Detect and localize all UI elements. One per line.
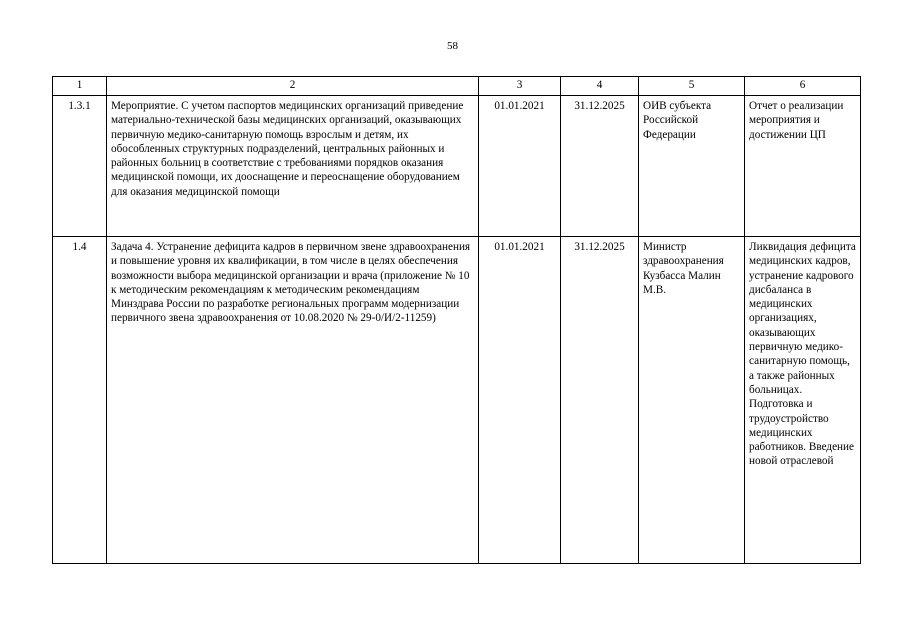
row-description: Мероприятие. С учетом паспортов медицинских организаций приведение материально-технической базы медицинских организаций, оказывающих первичную медико-санитарную помощь взрослым и детям, их обособленных структурных подразделений, центральных районных и районных больниц в соответствие с требованиями порядков оказания медицинской помощи, их дооснащение и переоснащение оборудованием для оказания медицинской помощи [107, 96, 479, 237]
page-number: 58 [447, 40, 458, 52]
row-description: Задача 4. Устранение дефицита кадров в первичном звене здравоохранения и повышение уровня их квалификации, в том числе в целях обеспечения возможности выбора медицинской организации и врача (приложение № 10 к методическим рекомендациям к методическим рекомендациям Минздрава России по разработке региональных программ модернизации первичного звена здравоохранения от 10.08.2020 № 29-0/И/2-11259) [107, 237, 479, 564]
header-col-6: 6 [745, 77, 861, 96]
row-number: 1.4 [53, 237, 107, 564]
row-start-date: 01.01.2021 [479, 96, 561, 237]
table-header-row [53, 77, 861, 96]
row-number: 1.3.1 [53, 96, 107, 237]
activities-table [52, 76, 861, 564]
row-result: Отчет о реализации мероприятия и достижении ЦП [745, 96, 861, 237]
header-col-3: 3 [479, 77, 561, 96]
table-row [53, 96, 861, 237]
table-row [53, 237, 861, 564]
row-result: Ликвидация дефицита медицинских кадров, устранение кадрового дисбаланса в медицинских организациях, оказывающих первичную медико-санитарную помощь, а также районных больницах. Подготовка и трудоустройство медицинских работников. Введение новой отраслевой [745, 237, 861, 564]
row-responsible: ОИВ субъекта Российской Федерации [639, 96, 745, 237]
header-col-5: 5 [639, 77, 745, 96]
header-col-2: 2 [107, 77, 479, 96]
header-col-1: 1 [53, 77, 107, 96]
row-end-date: 31.12.2025 [561, 237, 639, 564]
row-responsible: Министр здравоохранения Кузбасса Малин М.В. [639, 237, 745, 564]
header-col-4: 4 [561, 77, 639, 96]
row-end-date: 31.12.2025 [561, 96, 639, 237]
row-start-date: 01.01.2021 [479, 237, 561, 564]
